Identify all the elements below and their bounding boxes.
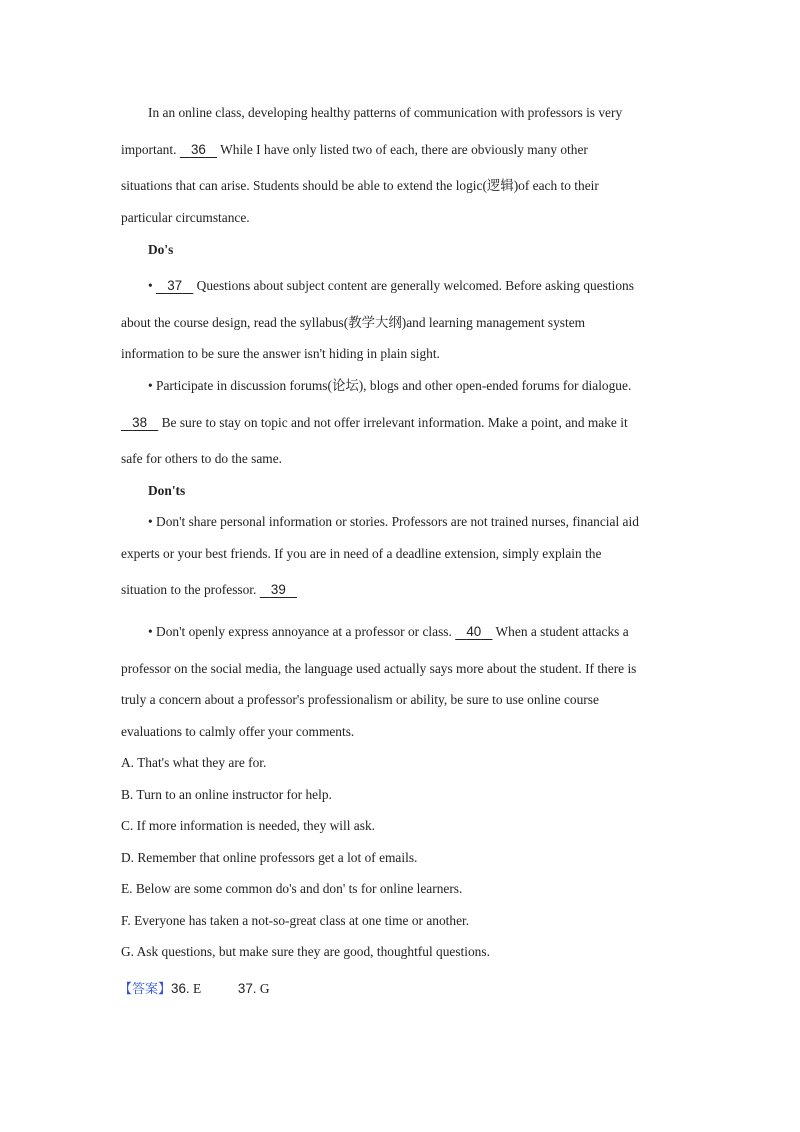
blank-39: 39 xyxy=(270,582,286,597)
p1-line-2 xyxy=(121,141,588,159)
dont2-line-2: professor on the social media, the language used actually says more about the student. If there is xyxy=(121,661,637,676)
blank-36: 36 xyxy=(190,142,206,157)
answer-tag: 【答案】 xyxy=(119,982,172,997)
do2-line-3: safe for others to do the same. xyxy=(121,451,283,466)
dont2-line-3: truly a concern about a professor's professionalism or ability, be sure to use online course xyxy=(121,692,599,707)
do1-line-3: information to be sure the answer isn't hiding in plain sight. xyxy=(121,346,440,361)
do1-line-2: about the course design, read the syllabus(教学大纲)and learning management system xyxy=(121,315,586,330)
do2-line-2: 38 Be sure to stay on topic and not offer irrelevant information. Make a point, and make it xyxy=(121,414,628,432)
answer-line xyxy=(119,980,270,999)
blank-37: 37 xyxy=(167,278,183,293)
dont2-line-1: • Don't openly express annoyance at a professor or class. 40 When a student attacks a xyxy=(148,624,629,639)
do2-line-1: • Participate in discussion forums(论坛), blogs and other open-ended forums for dialogue. xyxy=(148,378,632,393)
option-b: B. Turn to an online instructor for help. xyxy=(121,787,332,802)
option-g: G. Ask questions, but make sure they are good, thoughtful questions. xyxy=(121,944,490,959)
dos-heading: Do's xyxy=(148,242,174,257)
option-e: E. Below are some common do's and don' ts for online learners. xyxy=(121,881,463,896)
do1-line-1: • 37 Questions about subject content are generally welcomed. Before asking questions xyxy=(148,278,634,293)
answer-36-value: E xyxy=(193,981,202,996)
p1-line-2-pre: important. xyxy=(121,142,180,157)
p1-line-2-post: While I have only listed two of each, there are obviously many other xyxy=(217,142,588,157)
option-d: D. Remember that online professors get a lot of emails. xyxy=(121,850,418,865)
p1-line-4: particular circumstance. xyxy=(121,210,250,225)
option-a: A. That's what they are for. xyxy=(121,755,267,770)
answer-37-number: 37. xyxy=(237,981,257,996)
p1-line-1: In an online class, developing healthy patterns of communication with professors is very xyxy=(148,105,623,120)
dont2-line-4: evaluations to calmly offer your comments. xyxy=(121,724,355,739)
option-f: F. Everyone has taken a not-so-great class at one time or another. xyxy=(121,913,470,928)
dont1-line-2: experts or your best friends. If you are in need of a deadline extension, simply explain the xyxy=(121,546,602,561)
p1-line-3: situations that can arise. Students should be able to extend the logic(逻辑)of each to their xyxy=(121,178,599,193)
dont1-line-1: • Don't share personal information or stories. Professors are not trained nurses, financial aid xyxy=(148,514,639,529)
answer-36-number: 36. xyxy=(171,981,190,996)
option-c: C. If more information is needed, they will ask. xyxy=(121,818,375,833)
dont1-line-3: situation to the professor. 39 xyxy=(121,581,297,599)
donts-heading: Don'ts xyxy=(148,483,186,498)
answer-37-value: G xyxy=(259,981,270,996)
blank-40: 40 xyxy=(466,624,482,639)
blank-38: 38 xyxy=(132,415,148,430)
